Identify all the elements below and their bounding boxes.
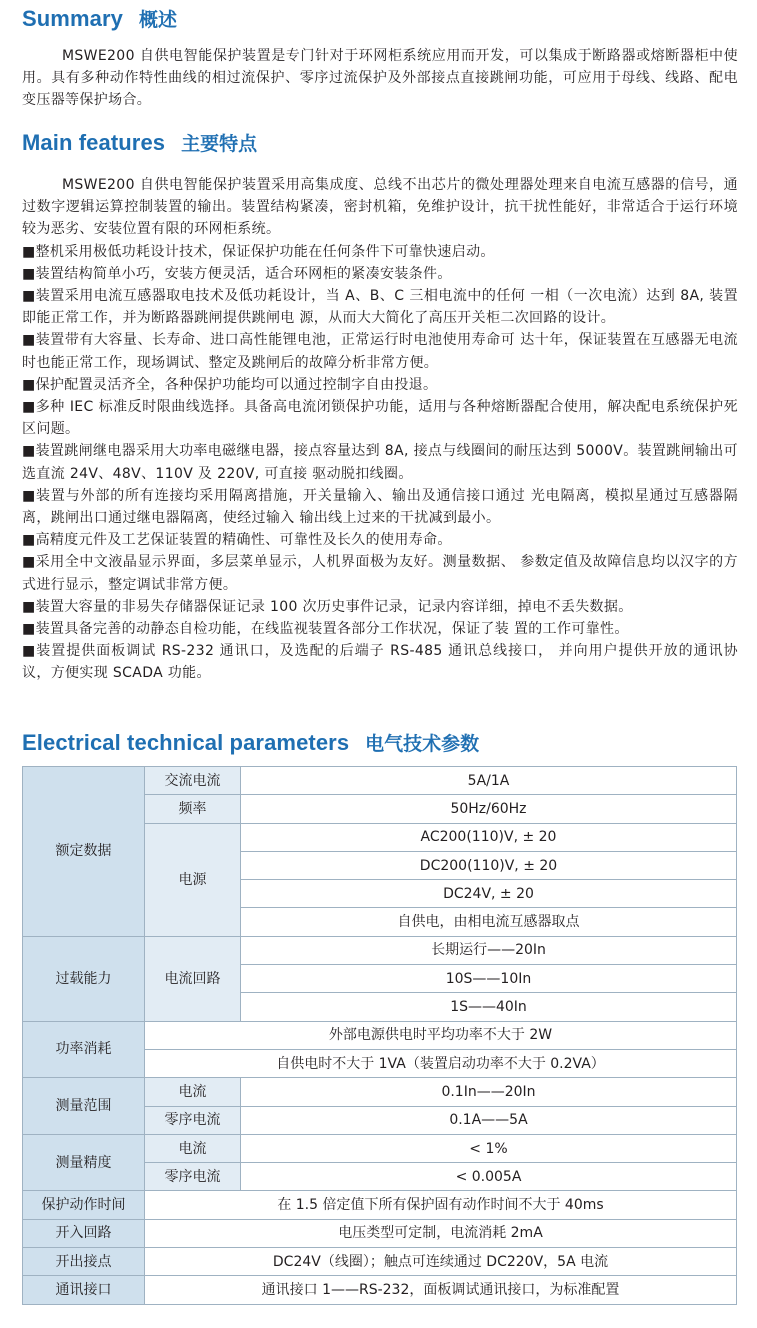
power-supply-value: DC200(110)V, ± 20	[241, 851, 737, 879]
feature-item: ■保护配置灵活齐全，各种保护功能均可以通过控制字自由投退。	[22, 376, 438, 393]
features-heading-zh: 主要特点	[181, 133, 258, 155]
overload-value: 长期运行——20In	[241, 936, 737, 964]
overload-label: 过载能力	[23, 936, 145, 1021]
measure-accuracy-label: 测量精度	[23, 1134, 145, 1191]
feature-item: ■装置具备完善的动静态自检功能，在线监视装置各部分工作状况，保证了装 置的工作可靠性。	[22, 621, 629, 638]
summary-heading-en: Summary	[22, 6, 123, 31]
overload-value: 10S——10In	[241, 965, 737, 993]
ac-current-value: 5A/1A	[241, 767, 737, 795]
frequency-value: 50Hz/60Hz	[241, 795, 737, 823]
table-row	[23, 1219, 737, 1247]
table-row	[23, 936, 737, 964]
features-heading-en: Main features	[22, 130, 166, 155]
params-heading-en: Electrical technical parameters	[22, 730, 350, 755]
params-heading	[22, 729, 479, 758]
action-time-label: 保护动作时间	[23, 1191, 145, 1219]
features-intro: MSWE200 自供电智能保护装置采用高集成度、总线不出芯片的微处理器处理来自电流互感器的信号，通过数字逻辑运算控制装置的输出。装置结构紧凑，密封机箱，免维护设计，抗干扰性能好，非常适合于运行环境较为恶劣、安装位置有限的环网柜系统。	[22, 177, 738, 238]
measure-accuracy-current-value: < 1%	[241, 1134, 737, 1162]
feature-item: ■装置带有大容量、长寿命、进口高性能锂电池，正常运行时电池使用寿命可 达十年，保证装置在互感器无电流时也能正常工作，现场调试、整定及跳闸后的故障分析非常方便。	[22, 332, 738, 371]
input-loop-value: 电压类型可定制，电流消耗 2mA	[145, 1219, 737, 1247]
feature-item: ■整机采用极低功耗设计技术，保证保护功能在任何条件下可靠快速启动。	[22, 243, 495, 260]
power-consumption-value: 外部电源供电时平均功率不大于 2W	[145, 1021, 737, 1049]
output-contact-value: DC24V（线圈）；触点可连续通过 DC220V，5A 电流	[145, 1248, 737, 1276]
summary-heading	[22, 5, 177, 34]
power-supply-value: 自供电，由相电流互感器取点	[241, 908, 737, 936]
features-heading	[22, 129, 257, 158]
power-supply-value: AC200(110)V, ± 20	[241, 823, 737, 851]
table-row	[23, 1276, 737, 1304]
power-supply-label: 电源	[145, 823, 241, 936]
power-consumption-label: 功率消耗	[23, 1021, 145, 1078]
comm-port-label: 通讯接口	[23, 1276, 145, 1304]
action-time-value: 在 1.5 倍定值下所有保护固有动作时间不大于 40ms	[145, 1191, 737, 1219]
summary-heading-zh: 概述	[138, 9, 177, 31]
summary-paragraph: MSWE200 自供电智能保护装置是专门针对于环网柜系统应用而开发，可以集成于断路器或熔断器柜中使用。具有多种动作特性曲线的相过流保护、零序过流保护及外部接点直接跳闸功能，可应用于母线、线路、配电变压器等保护场合。	[22, 48, 738, 109]
rated-data-label: 额定数据	[23, 767, 145, 937]
measure-range-zero-label: 零序电流	[145, 1106, 241, 1134]
features-section	[22, 174, 738, 685]
feature-item: ■装置大容量的非易失存储器保证记录 100 次历史事件记录，记录内容详细，掉电不丢失数据。	[22, 598, 633, 615]
table-row	[23, 1021, 737, 1049]
power-supply-value: DC24V, ± 20	[241, 880, 737, 908]
overload-value: 1S——40In	[241, 993, 737, 1021]
feature-item: ■装置采用电流互感器取电技术及低功耗设计，当 A、B、C 三相电流中的任何 一相（一次电流）达到 8A, 装置即能正常工作，并为断路器跳闸提供跳闸电 源，从而大大简化了高压开关柜二次回路的设计。	[22, 288, 738, 327]
measure-accuracy-zero-value: < 0.005A	[241, 1163, 737, 1191]
parameters-table	[22, 766, 737, 1305]
feature-item: ■装置跳闸继电器采用大功率电磁继电器，接点容量达到 8A, 接点与线圈间的耐压达到 5000V。装置跳闸输出可选直流 24V、48V、110V 及 220V, 可直接 驱动脱扣线圈。	[22, 443, 738, 482]
current-loop-label: 电流回路	[145, 936, 241, 1021]
params-heading-zh: 电气技术参数	[365, 733, 480, 755]
table-row	[23, 767, 737, 795]
table-row	[23, 1191, 737, 1219]
power-consumption-value: 自供电时不大于 1VA（装置启动功率不大于 0.2VA）	[145, 1049, 737, 1077]
table-row	[23, 1134, 737, 1162]
measure-range-label: 测量范围	[23, 1078, 145, 1135]
frequency-label: 频率	[145, 795, 241, 823]
feature-item: ■高精度元件及工艺保证装置的精确性、可靠性及长久的使用寿命。	[22, 532, 452, 549]
feature-item: ■采用全中文液晶显示界面，多层菜单显示，人机界面极为友好。测量数据、 参数定值及故障信息均以汉字的方式进行显示，整定调试非常方便。	[22, 554, 738, 593]
feature-item: ■装置提供面板调试 RS-232 通讯口，及选配的后端子 RS-485 通讯总线接口， 并向用户提供开放的通讯协议，方便实现 SCADA 功能。	[22, 643, 738, 682]
measure-accuracy-current-label: 电流	[145, 1134, 241, 1162]
measure-range-current-label: 电流	[145, 1078, 241, 1106]
comm-port-value: 通讯接口 1——RS-232，面板调试通讯接口，为标准配置	[145, 1276, 737, 1304]
feature-item: ■装置与外部的所有连接均采用隔离措施，开关量输入、输出及通信接口通过 光电隔离，模拟星通过互感器隔离，跳闸出口通过继电器隔离，使经过输入 输出线上过来的干扰减到最小。	[22, 487, 738, 527]
ac-current-label: 交流电流	[145, 767, 241, 795]
measure-accuracy-zero-label: 零序电流	[145, 1163, 241, 1191]
summary-section	[22, 45, 738, 112]
feature-item: ■多种 IEC 标准反时限曲线选择。具备高电流闭锁保护功能，适用与各种熔断器配合使用，解决配电系统保护死区问题。	[22, 399, 738, 438]
table-row	[23, 1078, 737, 1106]
measure-range-zero-value: 0.1A——5A	[241, 1106, 737, 1134]
feature-item: ■装置结构简单小巧，安装方便灵活，适合环网柜的紧凑安装条件。	[22, 265, 452, 282]
measure-range-current-value: 0.1In——20In	[241, 1078, 737, 1106]
input-loop-label: 开入回路	[23, 1219, 145, 1247]
table-row	[23, 1248, 737, 1276]
output-contact-label: 开出接点	[23, 1248, 145, 1276]
